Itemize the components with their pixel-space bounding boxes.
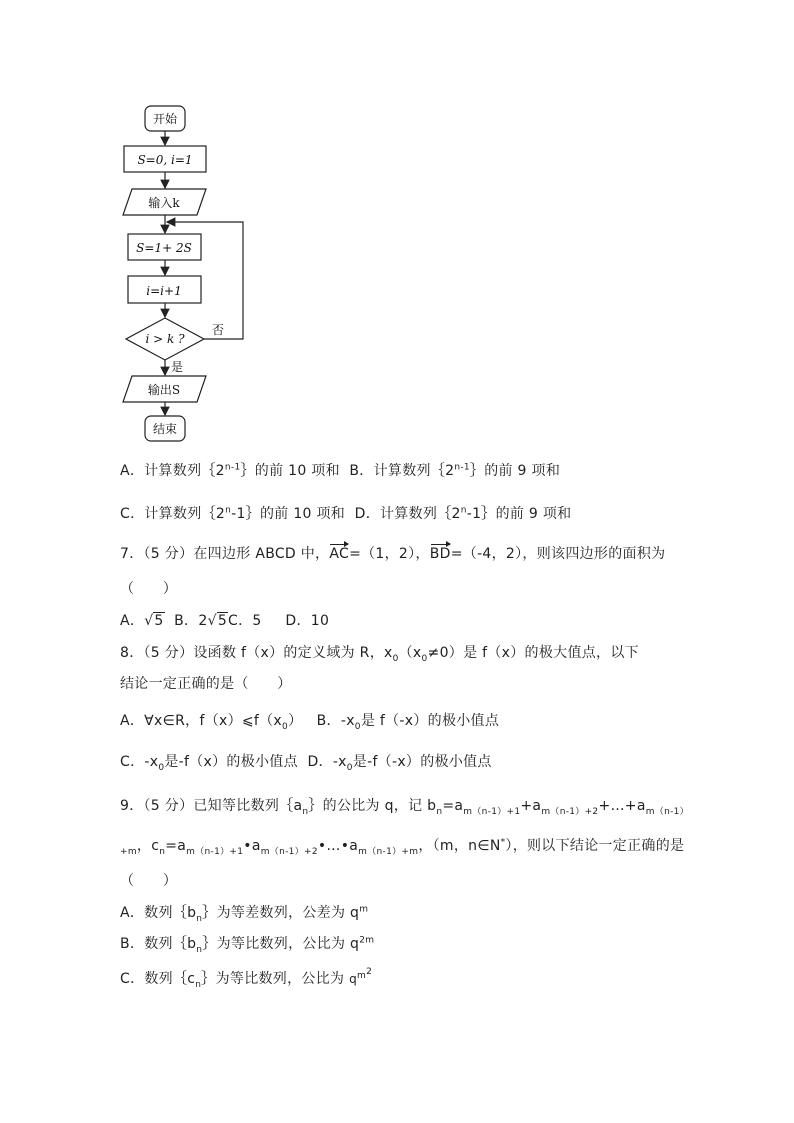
output-label: 输出S [147,383,181,397]
end-label: 结束 [152,422,178,436]
yes-label: 是 [171,360,184,374]
q9-stem-line2: $_{+m}$，$c_n=a_{m(n-1)+1}•a_{m(n-1)+2}•\dots•a_{m(n-1)+m}$，（m，n∈N*），则以下结论一定正确的是 [120,837,685,857]
q7-stem: 7．（5 分）在四边形 ABCD 中，AC=（1，2），BD=（-4，2），则该四边形的面积为 [120,546,666,562]
q6-options-cd: C．计算数列｛2$^n$-1｝的前 10 项和 D．计算数列｛2$^n$-1｝的前 9 项和 [120,505,572,522]
flowchart [0,0,794,450]
q8-options-ab: A．∀x∈R，$f(x)⩽f(x_0)$ B．$-x_0$是 f（-x）的极小值点 [120,713,500,732]
q9-option-b: B．数列$\{b_n\}$为等比数列，公比为 $q^{2m}$ [120,935,375,955]
no-label: 否 [212,323,225,337]
q9-stem-line1: 9．（5 分）已知等比数列$\{a_n\}$的公比为 q，记 $b_n=a_{m(n-1)+1}+a_{m(n-1)+2}+\dots+a_{m(n-1)}$ [120,798,689,817]
condition-label: i > k ? [145,332,185,346]
step1-label: S=1+ 2S [136,241,192,255]
q7-options: A．√5 B．2√5C．5 D．10 [120,613,330,629]
q9-option-a: A．数列$\{b_n\}$为等差数列，公差为 $q^m$ [120,904,369,924]
q9-paren: （ ） [120,873,178,889]
q9-option-c: C．数列$\{c_n\}$为等比数列，公比为 $q^{m^2}$ [120,967,373,990]
q8-stem-line2: 结论一定正确的是（ ） [120,676,292,692]
start-label: 开始 [152,112,178,126]
q7-paren: （ ） [120,581,178,597]
init-label: S=0, i=1 [137,153,193,167]
input-label: 输入k [148,196,180,210]
q8-options-cd: C．$-x_0$是-f（x）的极小值点 D．$-x_0$是-f（-x）的极小值点 [120,754,492,773]
step2-label: i=i+1 [146,284,182,298]
q6-options-ab: A．计算数列｛2$^{n-1}$｝的前 10 项和 B．计算数列｛2$^{n-1}$｝的前 9 项和 [120,462,561,479]
q8-stem-line1: 8．（5 分）设函数 f（x）的定义域为 R，$x_0(x_0\ne 0)$是 f（x）的极大值点，以下 [120,645,639,664]
